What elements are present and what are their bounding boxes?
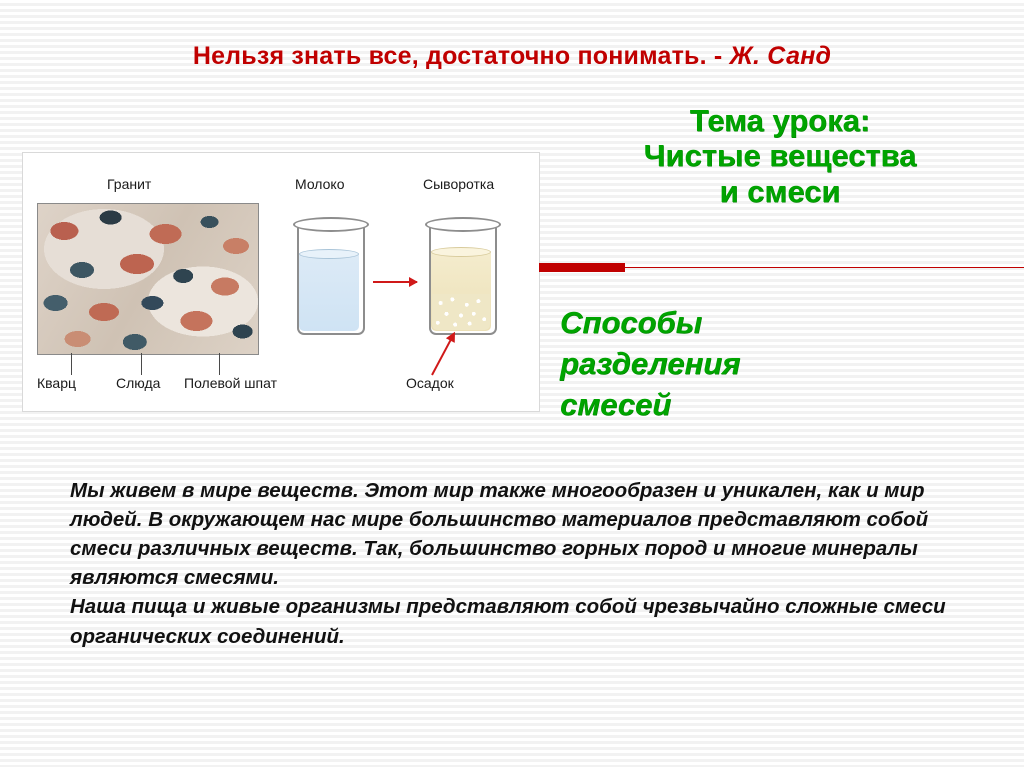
label-serum: Сыворотка — [423, 176, 495, 192]
beaker-serum-sediment — [432, 294, 490, 330]
label-mica: Слюда — [116, 375, 161, 391]
lesson-subtitle-line1: Способы — [560, 305, 703, 340]
title-divider — [539, 263, 1024, 273]
body-paragraph-2: Наша пища и живые организмы представляют собой чрезвычайно сложные смеси органических соединений. — [70, 595, 946, 648]
body-text-block — [70, 476, 970, 651]
label-granite: Гранит — [107, 176, 152, 192]
beaker-milk — [297, 223, 361, 333]
sediment-arrow-icon — [431, 337, 452, 375]
lesson-title-line2: Чистые вещества — [643, 138, 917, 174]
label-feldspar: Полевой шпат — [184, 375, 277, 391]
label-quartz: Кварц — [37, 375, 77, 391]
lesson-subtitle-line2: разделения — [560, 345, 741, 381]
illustration-panel — [22, 152, 540, 412]
lesson-subtitle-line3: смесей — [560, 386, 672, 422]
beaker-serum-rim — [425, 217, 501, 232]
pointer-mica — [141, 353, 142, 375]
headline-author: Ж. Санд — [729, 42, 832, 70]
label-milk: Молоко — [295, 176, 345, 192]
process-arrow-icon — [373, 281, 417, 283]
lesson-title-line3: и смеси — [719, 173, 841, 209]
pointer-feldspar — [219, 353, 220, 375]
beaker-milk-liquid — [299, 255, 359, 331]
beaker-milk-surface — [299, 249, 359, 259]
lesson-title-block — [545, 103, 1015, 209]
granite-image — [37, 203, 259, 355]
headline-quote: Нельзя знать все, достаточно понимать. - — [192, 42, 730, 70]
body-paragraph-1: Мы живем в мире веществ. Этот мир также многообразен и уникален, как и мир людей. В окружающем нас мире большинство материалов представляют собой смеси различных веществ. Так, большинство горных пород и многие минералы являются смесями. — [70, 479, 929, 590]
beaker-serum-surface — [431, 247, 491, 257]
lesson-title-line1: Тема урока: — [689, 103, 871, 138]
beaker-milk-rim — [293, 217, 369, 232]
divider-thick-bar — [539, 263, 625, 272]
pointer-quartz — [71, 353, 72, 375]
lesson-subtitle-block — [560, 303, 1000, 426]
beaker-serum — [429, 223, 493, 333]
slide-headline — [0, 42, 1024, 71]
label-sediment: Осадок — [406, 375, 454, 391]
